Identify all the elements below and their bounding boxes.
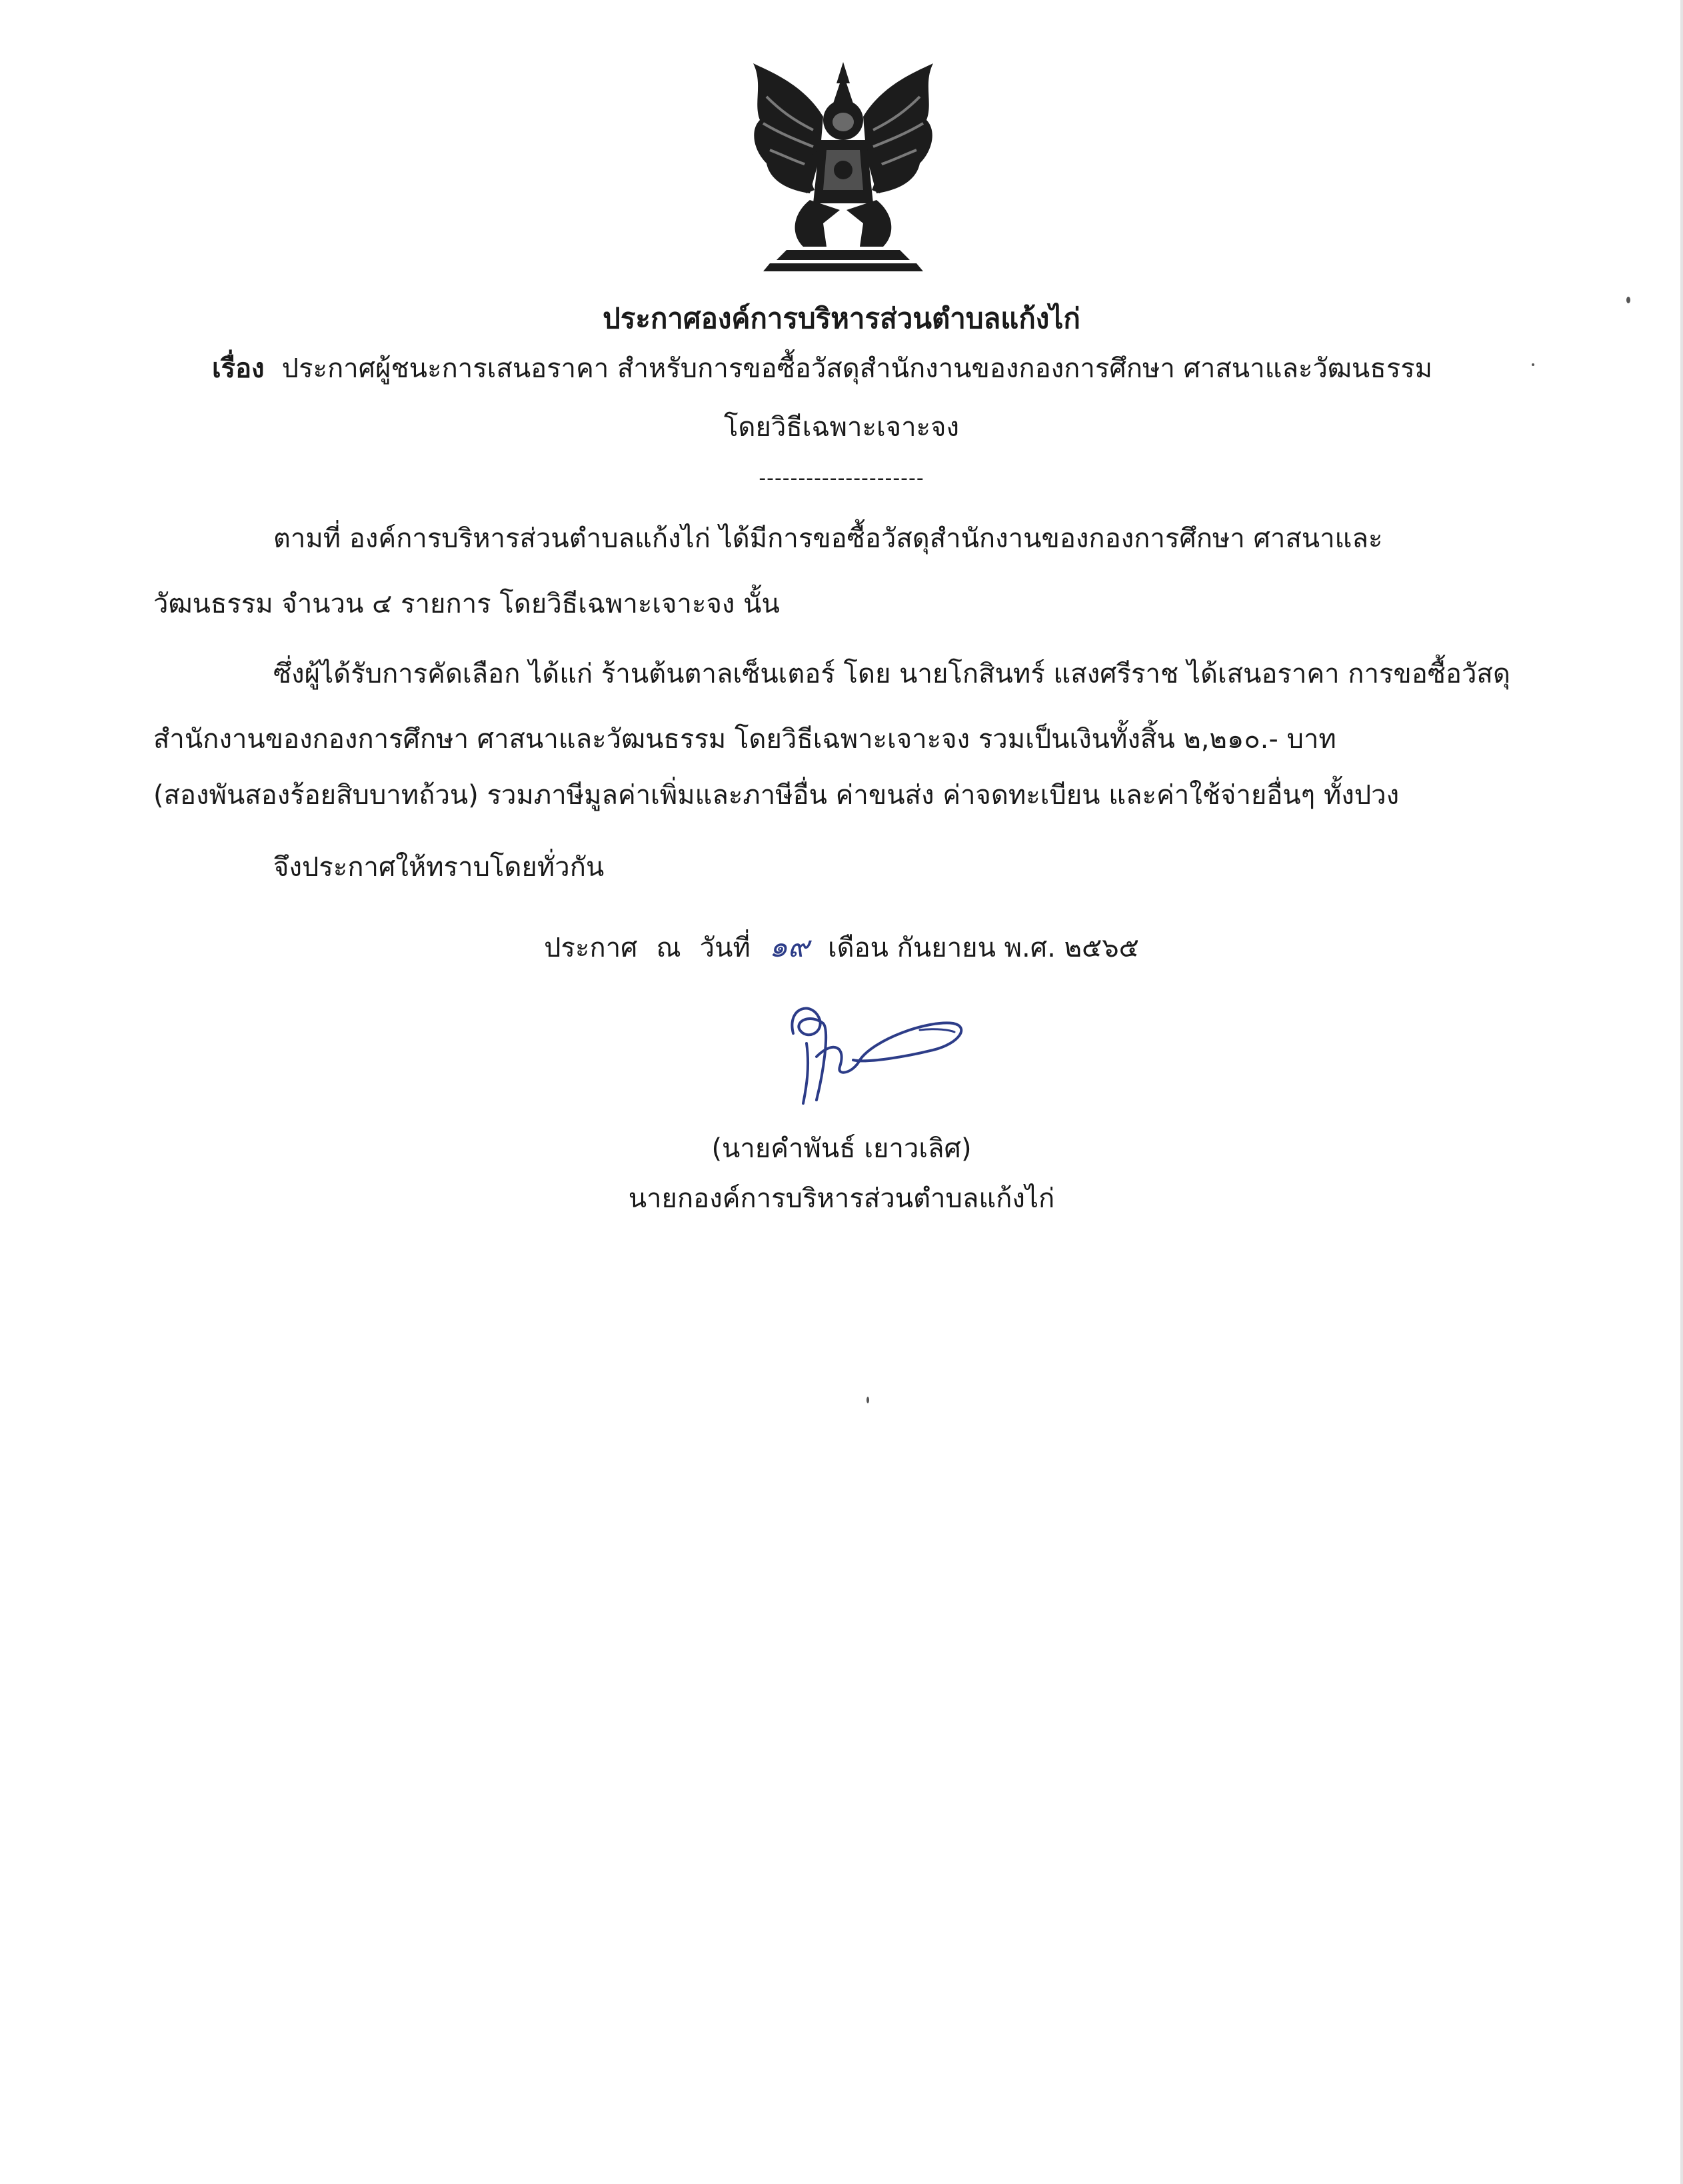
subject-continuation: โดยวิธีเฉพาะเจาะจง bbox=[723, 412, 960, 443]
scan-speck bbox=[866, 1397, 869, 1403]
date-at: ณ bbox=[656, 933, 681, 963]
signature-icon bbox=[760, 993, 973, 1107]
divider: --------------------- bbox=[759, 467, 924, 490]
garuda-emblem-icon bbox=[740, 57, 946, 277]
date-day-handwritten: ๑๙ bbox=[769, 930, 809, 964]
scan-speck bbox=[1532, 363, 1534, 366]
paragraph-2-line-3: (สองพันสองร้อยสิบบาทถ้วน) รวมภาษีมูลค่าเพิ่มและภาษีอื่น ค่าขนส่ง ค่าจดทะเบียน และค่าใช้จ่ายอื่นๆ ทั้งปวง bbox=[153, 780, 1400, 811]
date-day-label: วันที่ bbox=[699, 933, 751, 963]
date-prefix: ประกาศ bbox=[544, 933, 638, 963]
scan-speck bbox=[1626, 297, 1630, 303]
closing-line: จึงประกาศให้ทราบโดยทั่วกัน bbox=[273, 852, 605, 883]
subject-text: ประกาศผู้ชนะการเสนอราคา สำหรับการขอซื้อวัสดุสำนักงานของกองการศึกษา ศาสนาและวัฒนธรรม bbox=[281, 353, 1433, 384]
subject-line bbox=[212, 347, 1432, 389]
signer-name: (นายคำพันธ์ เยาวเลิศ) bbox=[711, 1133, 972, 1164]
signer-title: นายกองค์การบริหารส่วนตำบลแก้งไก่ bbox=[628, 1183, 1055, 1214]
announcement-date bbox=[0, 923, 1683, 970]
paragraph-2-line-1: ซึ่งผู้ได้รับการคัดเลือก ได้แก่ ร้านต้นตาลเซ็นเตอร์ โดย นายโกสินทร์ แสงศรีราช ได้เสนอราคา การขอซื้อวัสดุ bbox=[273, 659, 1510, 689]
paragraph-1-line-1: ตามที่ องค์การบริหารส่วนตำบลแก้งไก่ ได้มีการขอซื้อวัสดุสำนักงานของกองการศึกษา ศาสนาและ bbox=[273, 523, 1383, 554]
page-title: ประกาศองค์การบริหารส่วนตำบลแก้งไก่ bbox=[603, 302, 1080, 335]
date-month-year: เดือน กันยายน พ.ศ. ๒๕๖๕ bbox=[827, 933, 1139, 963]
subject-label: เรื่อง bbox=[212, 353, 265, 384]
paragraph-2-line-2: สำนักงานของกองการศึกษา ศาสนาและวัฒนธรรม โดยวิธีเฉพาะเจาะจง รวมเป็นเงินทั้งสิ้น ๒,๒๑๐.- บาท bbox=[153, 724, 1336, 755]
scan-edge bbox=[1680, 0, 1683, 2184]
paragraph-1-line-2: วัฒนธรรม จำนวน ๔ รายการ โดยวิธีเฉพาะเจาะจง นั้น bbox=[153, 589, 780, 619]
